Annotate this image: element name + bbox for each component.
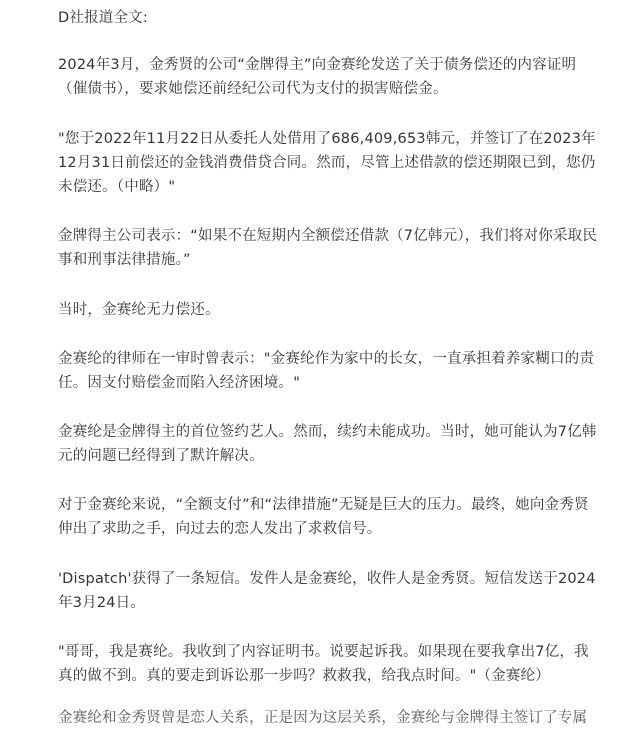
paragraph-10-partial: 金赛纶和金秀贤曾是恋人关系，正是因为这层关系，金赛纶与金牌得主签订了专属 bbox=[58, 710, 588, 726]
paragraph-7: 对于金赛纶来说，“全额支付”和“法律措施”无疑是巨大的压力。最终，她向金秀贤伸出了求助之手，向过去的恋人发出了求救信号。 bbox=[58, 497, 589, 537]
paragraph-3: 金牌得主公司表示：“如果不在短期内全额偿还借款（7亿韩元），我们将对你采取民事和刑事法律措施。” bbox=[58, 228, 598, 268]
paragraph-8: 'Dispatch'获得了一条短信。发件人是金赛纶，收件人是金秀贤。短信发送于2024年3月24日。 bbox=[58, 571, 596, 611]
paragraph-2: "您于2022年11月22日从委托人处借用了686,409,653韩元，并签订了在2023年12月31日前偿还的金钱消费借贷合同。然而，尽管上述借款的偿还期限已到，您仍未偿还。（中略）" bbox=[58, 131, 596, 195]
paragraph-6: 金赛纶是金牌得主的首位签约艺人。然而，续约未能成功。当时，她可能认为7亿韩元的问题已经得到了默许解决。 bbox=[58, 424, 597, 464]
paragraph-5: 金赛纶的律师在一审时曾表示："金赛纶作为家中的长女，一直承担着养家糊口的责任。因支付赔偿金而陷入经济困境。" bbox=[58, 351, 595, 391]
paragraph-4: 当时，金赛纶无力偿还。 bbox=[58, 302, 220, 318]
paragraph-9: "哥哥，我是赛纶。我收到了内容证明书。说要起诉我。如果现在要我拿出7亿，我真的做不到。真的要走到诉讼那一步吗？救救我，给我点时间。"（金赛纶） bbox=[58, 644, 589, 684]
paragraph-1: 2024年3月，金秀贤的公司“金牌得主”向金赛纶发送了关于债务偿还的内容证明（催债书），要求她偿还前经纪公司代为支付的损害赔偿金。 bbox=[58, 57, 577, 97]
article-header: D社报道全文: bbox=[58, 10, 148, 26]
